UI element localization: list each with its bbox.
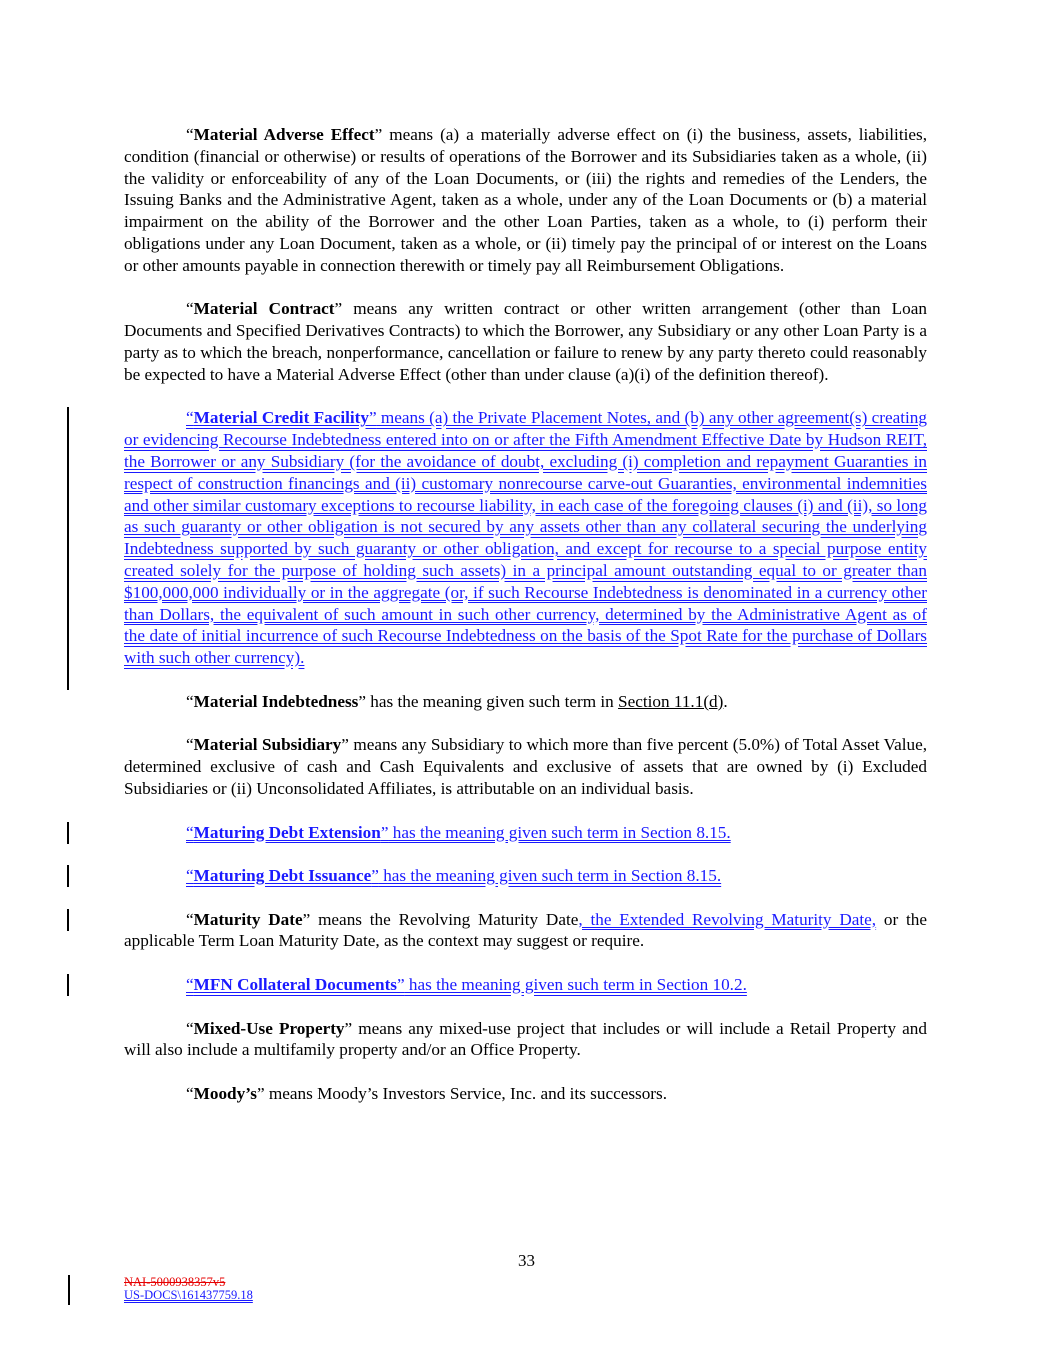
defined-term: Material Adverse Effect xyxy=(193,125,375,144)
quote: ” xyxy=(371,866,379,886)
defined-term: Material Contract xyxy=(193,299,335,319)
definition-moodys xyxy=(124,1083,927,1105)
quote: ” xyxy=(374,125,383,144)
defined-term: Moody’s xyxy=(193,1084,257,1104)
inserted-text xyxy=(124,408,927,667)
change-bar xyxy=(67,974,69,996)
quote: ” xyxy=(334,299,343,319)
definition-maturing-debt-extension xyxy=(124,822,927,844)
quote: “ xyxy=(186,408,194,428)
change-bar xyxy=(68,1275,70,1305)
definition-text: means the Revolving Maturity Date xyxy=(310,909,579,929)
quote: ” xyxy=(358,691,366,711)
definition-maturity-date xyxy=(124,909,927,953)
defined-term: Material Credit Facility xyxy=(193,408,369,428)
quote: “ xyxy=(186,691,194,711)
quote: ” xyxy=(368,408,377,428)
definition-material-credit-facility xyxy=(124,407,927,669)
footer xyxy=(124,1276,253,1302)
quote: ” xyxy=(302,909,311,929)
definition-material-subsidiary xyxy=(124,734,927,799)
inserted-text xyxy=(186,866,721,885)
quote: ” xyxy=(341,735,349,755)
deleted-document-id: NAI-5000938357v5 xyxy=(124,1275,226,1289)
quote: ” xyxy=(380,822,389,842)
quote: “ xyxy=(186,735,194,755)
defined-term: Material Indebtedness xyxy=(193,691,359,711)
definition-text: means (a) the Private Placement Notes, and (b) any other agreement(s) creating or evidencing Recourse Indebtedness entered into on or after the Fifth Amendment Effective Date by Hudson REIT, the Borrower or any Subsidiary (for the avoidance of doubt, excluding (i) completion and repayment Guaranties in respect of construction financings and (ii) customary nonrecourse carve-out Guaranties, environmental indemnities and other similar customary exceptions to recourse liability, in each case of the foregoing clauses (i) and (ii), so long as such guaranty or other obligation is not secured by any assets other than any collateral securing the underlying Indebtedness supported by such guaranty or other obligation, and except for recourse to a special purpose entity created solely for the purpose of holding such assets) in a principal amount outstanding equal to or greater than $100,000,000 individually or in the aggregate (or, if such Recourse Indebtedness is denominated in a currency other than Dollars, the equivalent of such amount in such other currency, determined by the Administrative Agent as of the date of initial incurrence of such Recourse Indebtedness on the basis of the Spot Rate for the purchase of Dollars with such other currency). xyxy=(124,408,927,668)
definition-text: means any Subsidiary to which more than five percent (5.0%) of Total Asset Value, determined exclusive of cash and Cash Equivalents and exclusive of assets that are owned by (i) Excluded Subsidiaries or (ii) Unconsolidated Affiliates, is attributable on an individual basis. xyxy=(124,735,928,798)
quote: “ xyxy=(186,1084,194,1104)
change-bar xyxy=(67,909,69,931)
defined-term: Material Subsidiary xyxy=(193,735,342,755)
defined-term: MFN Collateral Documents xyxy=(193,975,397,995)
definition-mfn-collateral-documents xyxy=(124,974,927,996)
definition-text: has the meaning given such term in Section 10.2. xyxy=(404,975,747,995)
quote: ” xyxy=(344,1018,353,1038)
definition-material-contract xyxy=(124,298,927,385)
quote: “ xyxy=(186,866,194,886)
inserted-text: , the Extended Revolving Maturity Date, xyxy=(578,909,877,929)
defined-term: Maturing Debt Extension xyxy=(193,822,381,842)
definition-material-indebtedness xyxy=(124,691,927,713)
definition-text: means any mixed-use project that includes or will include a Retail Property and will also include a multifamily property and/or an Office Property. xyxy=(124,1018,927,1060)
definition-text: means (a) a materially adverse effect on (i) the business, assets, liabilities, condition (financial or otherwise) or results of operations of the Borrower and its Subsidiaries taken as a whole, (ii) the validity or enforceability of any of the Loan Documents, or (iii) the rights and remedies of the Lenders, the Issuing Banks and the Administrative Agent, taken as a whole, under any of the Loan Documents or (b) a material impairment on the ability of the Borrower and the other Loan Parties, taken as a whole, to (i) perform their obligations under any Loan Document, taken as a whole, or (ii) timely pay the principal of or interest on the Loans or other amounts payable in connection therewith or timely pay all Reimbursement Obligations. xyxy=(124,125,927,275)
defined-term: Maturing Debt Issuance xyxy=(193,866,372,886)
definition-text: has the meaning given such term in xyxy=(366,691,619,711)
definition-text: has the meaning given such term in Section 8.15. xyxy=(378,866,722,886)
quote: “ xyxy=(186,822,194,842)
quote: “ xyxy=(186,975,194,995)
quote: ” xyxy=(256,1084,265,1104)
definition-text: has the meaning given such term in Section 8.15. xyxy=(388,822,731,842)
quote: “ xyxy=(186,1018,194,1038)
definition-text: or the applicable Term Loan Maturity Date, as the context may suggest or require. xyxy=(124,909,927,951)
definition-material-adverse-effect xyxy=(124,124,927,277)
period: . xyxy=(723,691,728,711)
document-body xyxy=(124,124,927,1127)
definition-mixed-use-property xyxy=(124,1018,927,1062)
change-bar xyxy=(67,865,69,887)
defined-term: Mixed-Use Property xyxy=(193,1018,345,1038)
definition-text: means Moody’s Investors Service, Inc. and its successors. xyxy=(264,1084,668,1104)
quote: “ xyxy=(186,125,194,144)
definition-maturing-debt-issuance xyxy=(124,865,927,887)
page-number: 33 xyxy=(518,1251,535,1270)
change-bar xyxy=(67,822,69,844)
defined-term: Maturity Date xyxy=(193,909,303,929)
inserted-text xyxy=(186,823,731,842)
section-reference: Section 11.1(d) xyxy=(618,691,724,711)
quote: “ xyxy=(186,909,194,929)
quote: “ xyxy=(186,299,194,319)
inserted-text xyxy=(186,975,747,994)
definition-text: means any written contract or other written arrangement (other than Loan Documents and Specified Derivatives Contracts) to which the Borrower, any Subsidiary or any other Loan Party is a party as to which the breach, nonperformance, cancellation or failure to renew by any party thereto could reasonably be expected to have a Material Adverse Effect (other than under clause (a)(i) of the definition thereof). xyxy=(124,299,927,384)
quote: ” xyxy=(396,975,405,995)
change-bar xyxy=(67,407,69,690)
document-id: US-DOCS\161437759.18 xyxy=(124,1288,253,1302)
